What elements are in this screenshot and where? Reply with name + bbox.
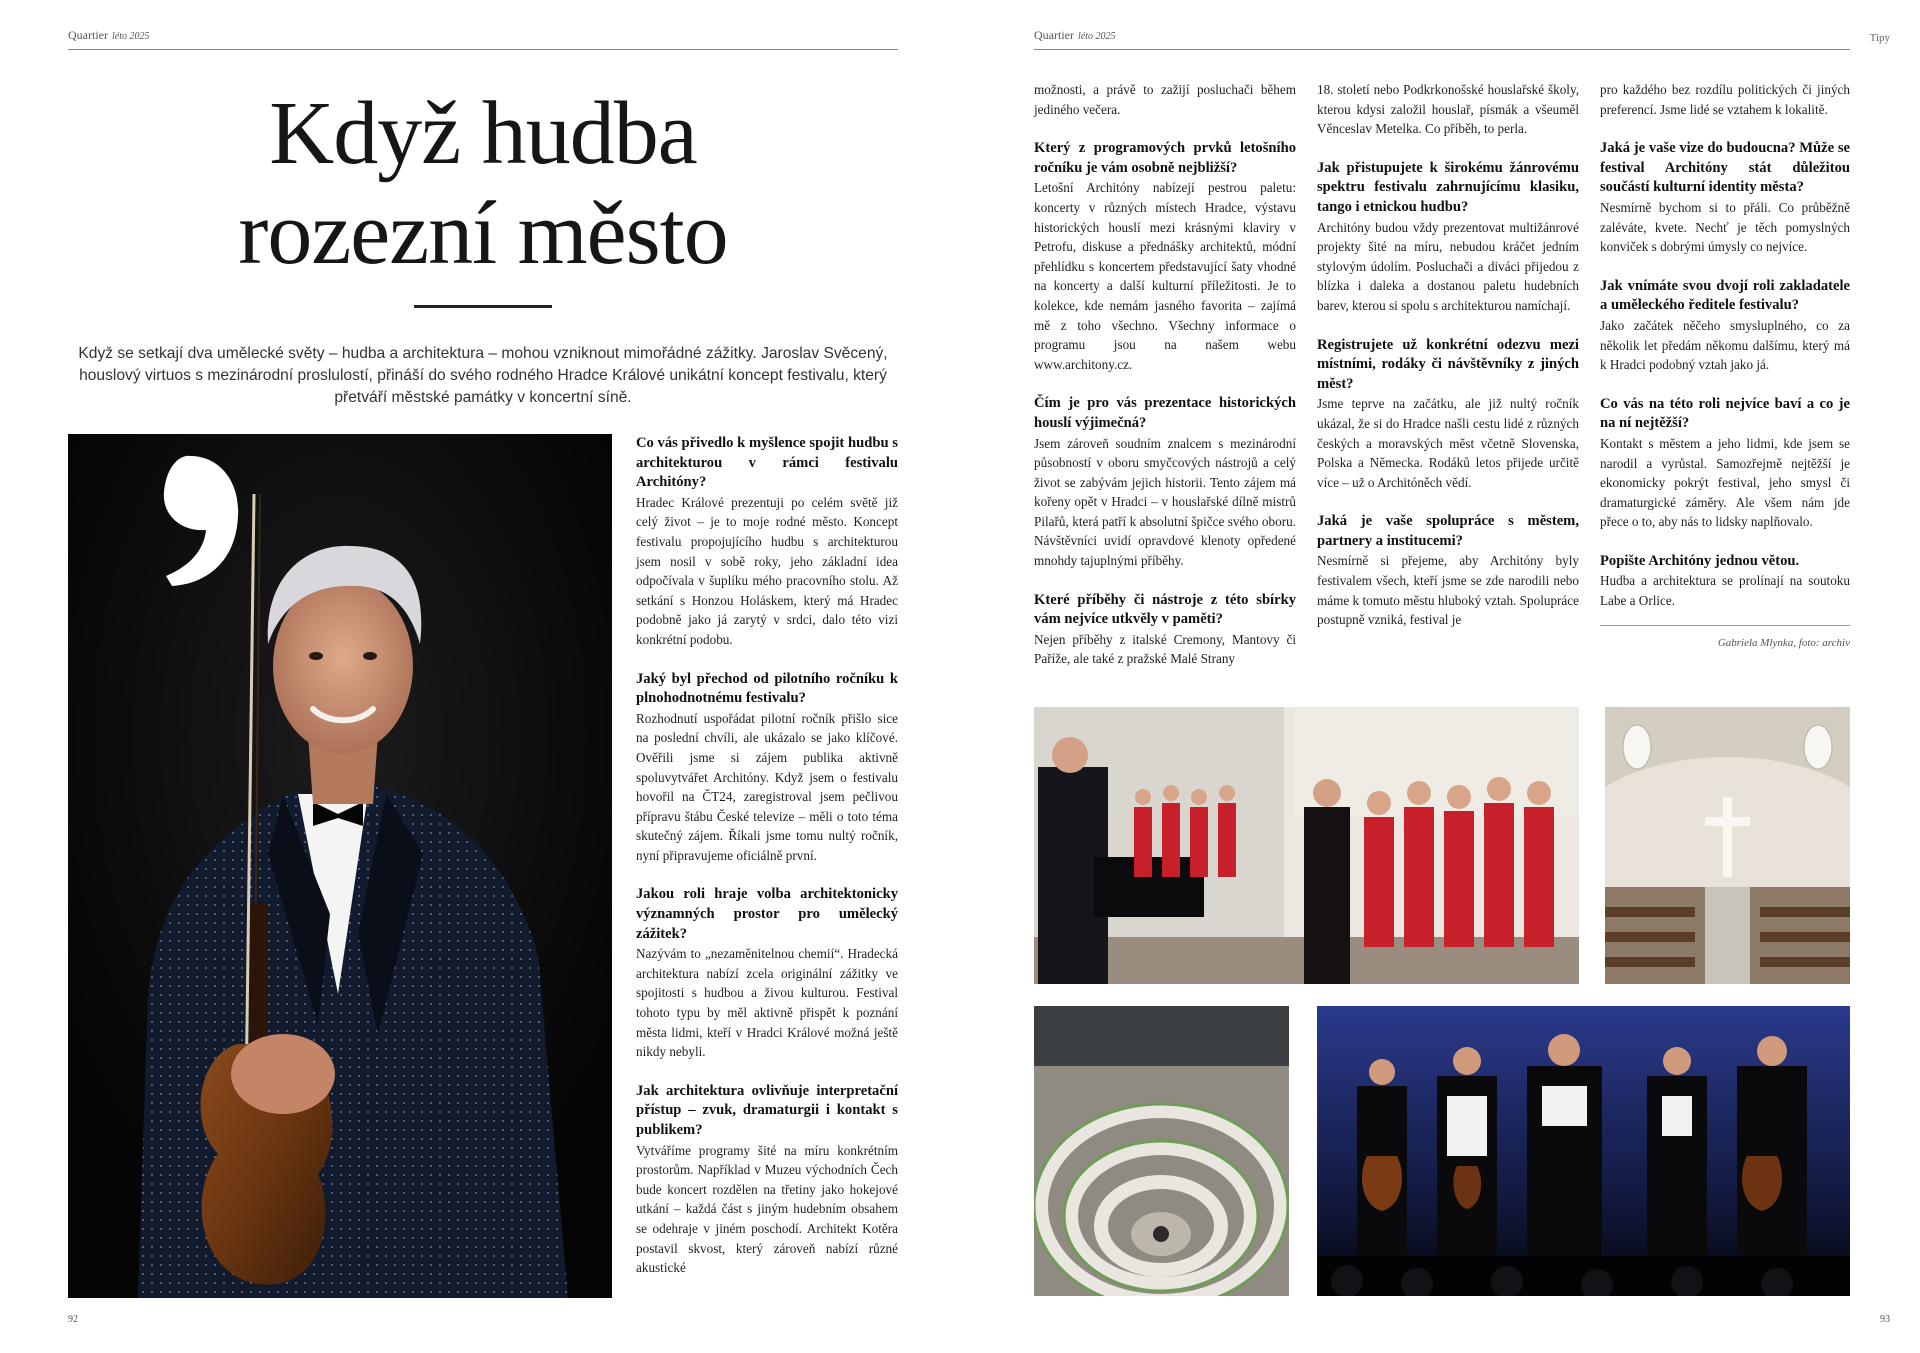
title-underline: [414, 305, 552, 308]
question: Které příběhy či nástroje z této sbírky vám nejvíce utkvěly v paměti?: [1034, 591, 1296, 628]
answer: Jsme teprve na začátku, ale již nultý ročník ukázal, že si do Hradce našli cestu lidé z různých českých a moravských měst včetně Slovenska, Polska a Německa. Rodáků letos přijede určitě více – už o Architóněch vědí.: [1317, 396, 1579, 490]
continued-text: 18. století nebo Podkrkonošské houslařské školy, kterou kdysi založil houslař, písmák a všeuměl Věnceslav Metelka. Co příběh, to perla.: [1317, 82, 1579, 137]
header-issue: léto 2025: [111, 31, 150, 42]
question: Co vás přivedlo k myšlence spojit hudbu s architekturou v rámci festivalu Architóny?: [636, 435, 898, 491]
answer: Rozhodnutí uspořádat pilotní ročník přišlo sice na poslední chvíli, ale ukázalo se jako klíčové. Ověřili jsme si zájem publika aktivně spoluvytvářet Architóny. Když jsem o festivalu hovořil na ČT24, zaregistroval jsem pečlivou přípravu štábu České televize – měli o toto téma skutečný zájem. Říkali jsme tomu nultý ročník, nyní připravujeme oficiálně první.: [636, 710, 898, 863]
page-number-right: 93: [1880, 1314, 1890, 1325]
answer: Jsem zároveň soudním znalcem s mezinárodní působností v oboru smyčcových nástrojů a celý život se zabývám jejich historii. Tento zájem má kořeny opět v Hradci – v houslařské dílně mistrů Pilařů, která patří k absolutní špičce svého oboru. Návštěvníci uvidí opravdové klenoty opředené mnohdy tajuplnými příběhy.: [1034, 435, 1296, 569]
right-page: [960, 0, 1920, 1353]
right-text-column-2: [1317, 80, 1579, 650]
answer: Letošní Architóny nabízejí pestrou paletu: koncerty v různých místech Hradce, výstavu historických houslí mezi krásnými klaviry v Petrofu, diskuse a přednášky architektů, módní přehlídku s koncertem představující šaty vhodné na koncerty a další kulturní příležitosti. Je to kolekce, kde nemám jasného favorita – zajímá mě z toho všechno. Všechny informace o programu jsou na našem webu www.architony.cz.: [1034, 180, 1296, 372]
answer: Vytváříme programy šité na míru konkrétním prostorům. Například v Muzeu východních Čech bude koncert rozdělen na třetiny jako hokejové utkání – každá část s jiným hudebním obsahem se odehraje v jiném poschodí. Architekt Kotěra postavil skvost, který zároveň nabízí různé akustické: [636, 1142, 898, 1276]
question: Jak architektura ovlivňuje interpretační přístup – zvuk, dramaturgii i kontakt s publikem?: [636, 1082, 898, 1138]
photo-band-on-stage: [1317, 1006, 1850, 1296]
right-text-column-1: [1034, 80, 1296, 689]
question: Co vás na této roli nejvíce baví a co je na ní nejtěžší?: [1600, 395, 1850, 432]
question: Popište Architóny jednou větou.: [1600, 552, 1800, 569]
title-line-1: Když hudba: [269, 84, 697, 183]
page-number-left: 92: [68, 1314, 78, 1325]
header-brand: Quartier: [1034, 28, 1074, 42]
answer: Jako začátek něčeho smysluplného, co za několik let předám někomu dalšímu, který má k Hradci podobný vztah jako já.: [1600, 317, 1850, 373]
answer: Nazývám to „nezaměnitelnou chemií“. Hradecká architektura nabízí zcela originální zážitky ve spojitosti s hudbou a živou kulturou. Festival tohoto typu by měl aktivně přispět k poznání města lidmi, kteří v Hradci Králové možná ještě nikdy nebyli.: [636, 946, 898, 1060]
continued-text: možnosti, a právě to zažijí posluchači během jediného večera.: [1034, 82, 1296, 117]
answer: Architóny budou vždy prezentovat multižánrové projekty šité na míru, nebudou kráčet jedním stylovým údolím. Posluchači a diváci přijedou z blízka i daleka a dostanou paletu hudebních barev, kterou si spolu s architekturou namíchají.: [1317, 219, 1579, 313]
answer: Nejen příběhy z italské Cremony, Mantovy či Paříže, ale také z pražské Malé Strany: [1034, 631, 1296, 667]
photo-spiral-atrium: [1034, 1006, 1289, 1296]
church-illustration: [1605, 707, 1850, 984]
running-header-right: [1034, 28, 1115, 43]
answer: Hudba a architektura se prolínají na soutoku Labe a Orlice.: [1600, 573, 1850, 609]
question: Jak přistupujete k širokému žánrovému spektru festivalu zahrnujícímu klasiku, tango i etnickou hudbu?: [1317, 159, 1579, 215]
question: Registrujete už konkrétní odezvu mezi místními, rodáky či návštěvníky z jiných měst?: [1317, 336, 1579, 392]
question: Jaká je vaše vize do budoucna? Může se festival Architóny stát důležitou součástí kulturní identity města?: [1600, 140, 1850, 196]
question: Jakou roli hraje volba architektonicky významných prostor pro umělecký zážitek?: [636, 886, 898, 942]
section-label: Tipy: [1869, 32, 1890, 44]
answer: Nesmírně bychom si to přáli. Co průběžně zaléváte, kvete. Nechť je těch pomyslných konviček s dobrými úmysly co nejvíce.: [1600, 199, 1850, 255]
header-issue: léto 2025: [1077, 31, 1116, 42]
article-lead: Když se setkají dva umělecké světy – hudba a architektura – mohou vzniknout mimořádné zážitky. Jaroslav Svěcený, houslový virtuos s mezinárodní proslulostí, přináší do svého rodného Hradce Králové unikátní koncept festivalu, který přetváří městské památky v koncertní síně.: [78, 345, 888, 406]
right-text-column-3: [1600, 80, 1850, 653]
portrait-illustration: [68, 434, 612, 1298]
title-line-2: rozezní město: [238, 184, 728, 283]
header-brand: Quartier: [68, 28, 108, 42]
photo-church-interior: [1605, 707, 1850, 984]
question: Jaký byl přechod od pilotního ročníku k plnohodnotnému festivalu?: [636, 670, 898, 707]
header-rule: [68, 49, 898, 50]
photo-choir-concert: [1034, 707, 1579, 984]
author-signature: Gabriela Mlynka, foto: archiv: [1600, 625, 1850, 654]
atrium-illustration: [1034, 1006, 1289, 1296]
running-header-left: [68, 28, 149, 43]
article-title: [68, 84, 898, 284]
continued-text: pro každého bez rozdílu politických či jiných preferencí. Jsme lidé se vztahem k lokalitě.: [1600, 82, 1850, 117]
answer: Hradec Králové prezentuji po celém světě již celý život – je to moje rodné město. Koncept festivalu propojujícího hudbu s architekturou jsem nosil v sobě roky, jeho základní idea odpočívala v šuplíku mého pracovního stolu. Až setkání s Honzou Holáskem, který má Hradec podobně jako já zarytý v srdci, dalo této vizi konkrétní podobu.: [636, 494, 898, 647]
header-rule: [1034, 49, 1850, 50]
band-illustration: [1317, 1006, 1850, 1296]
question: Jak vnímáte svou dvojí roli zakladatele a uměleckého ředitele festivalu?: [1600, 277, 1850, 314]
question: Který z programových prvků letošního ročníku je vám osobně nejbližší?: [1034, 140, 1296, 176]
question: Jaká je vaše spolupráce s městem, partnery a institucemi?: [1317, 513, 1579, 549]
portrait-photo-violinist: [68, 434, 612, 1298]
answer: Nesmírně si přejeme, aby Architóny byly festivalem všech, kteří jsme se zde narodili nebo máme k tomuto městu hluboký vztah. Spolupráce postupně vzniká, festival je: [1317, 553, 1579, 628]
choir-illustration: [1034, 707, 1579, 984]
answer: Kontakt s městem a jeho lidmi, kde jsem se narodil a vyrůstal. Samozřejmě nejtěžší je ekonomicky pokrýt festival, jeho smysl či dramaturgické záměry. Ale všem nám jde přece o to, aby nás to lidsky naplňovalo.: [1600, 435, 1850, 530]
left-text-column: [636, 434, 898, 1298]
question: Čím je pro vás prezentace historických houslí výjimečná?: [1034, 395, 1296, 431]
